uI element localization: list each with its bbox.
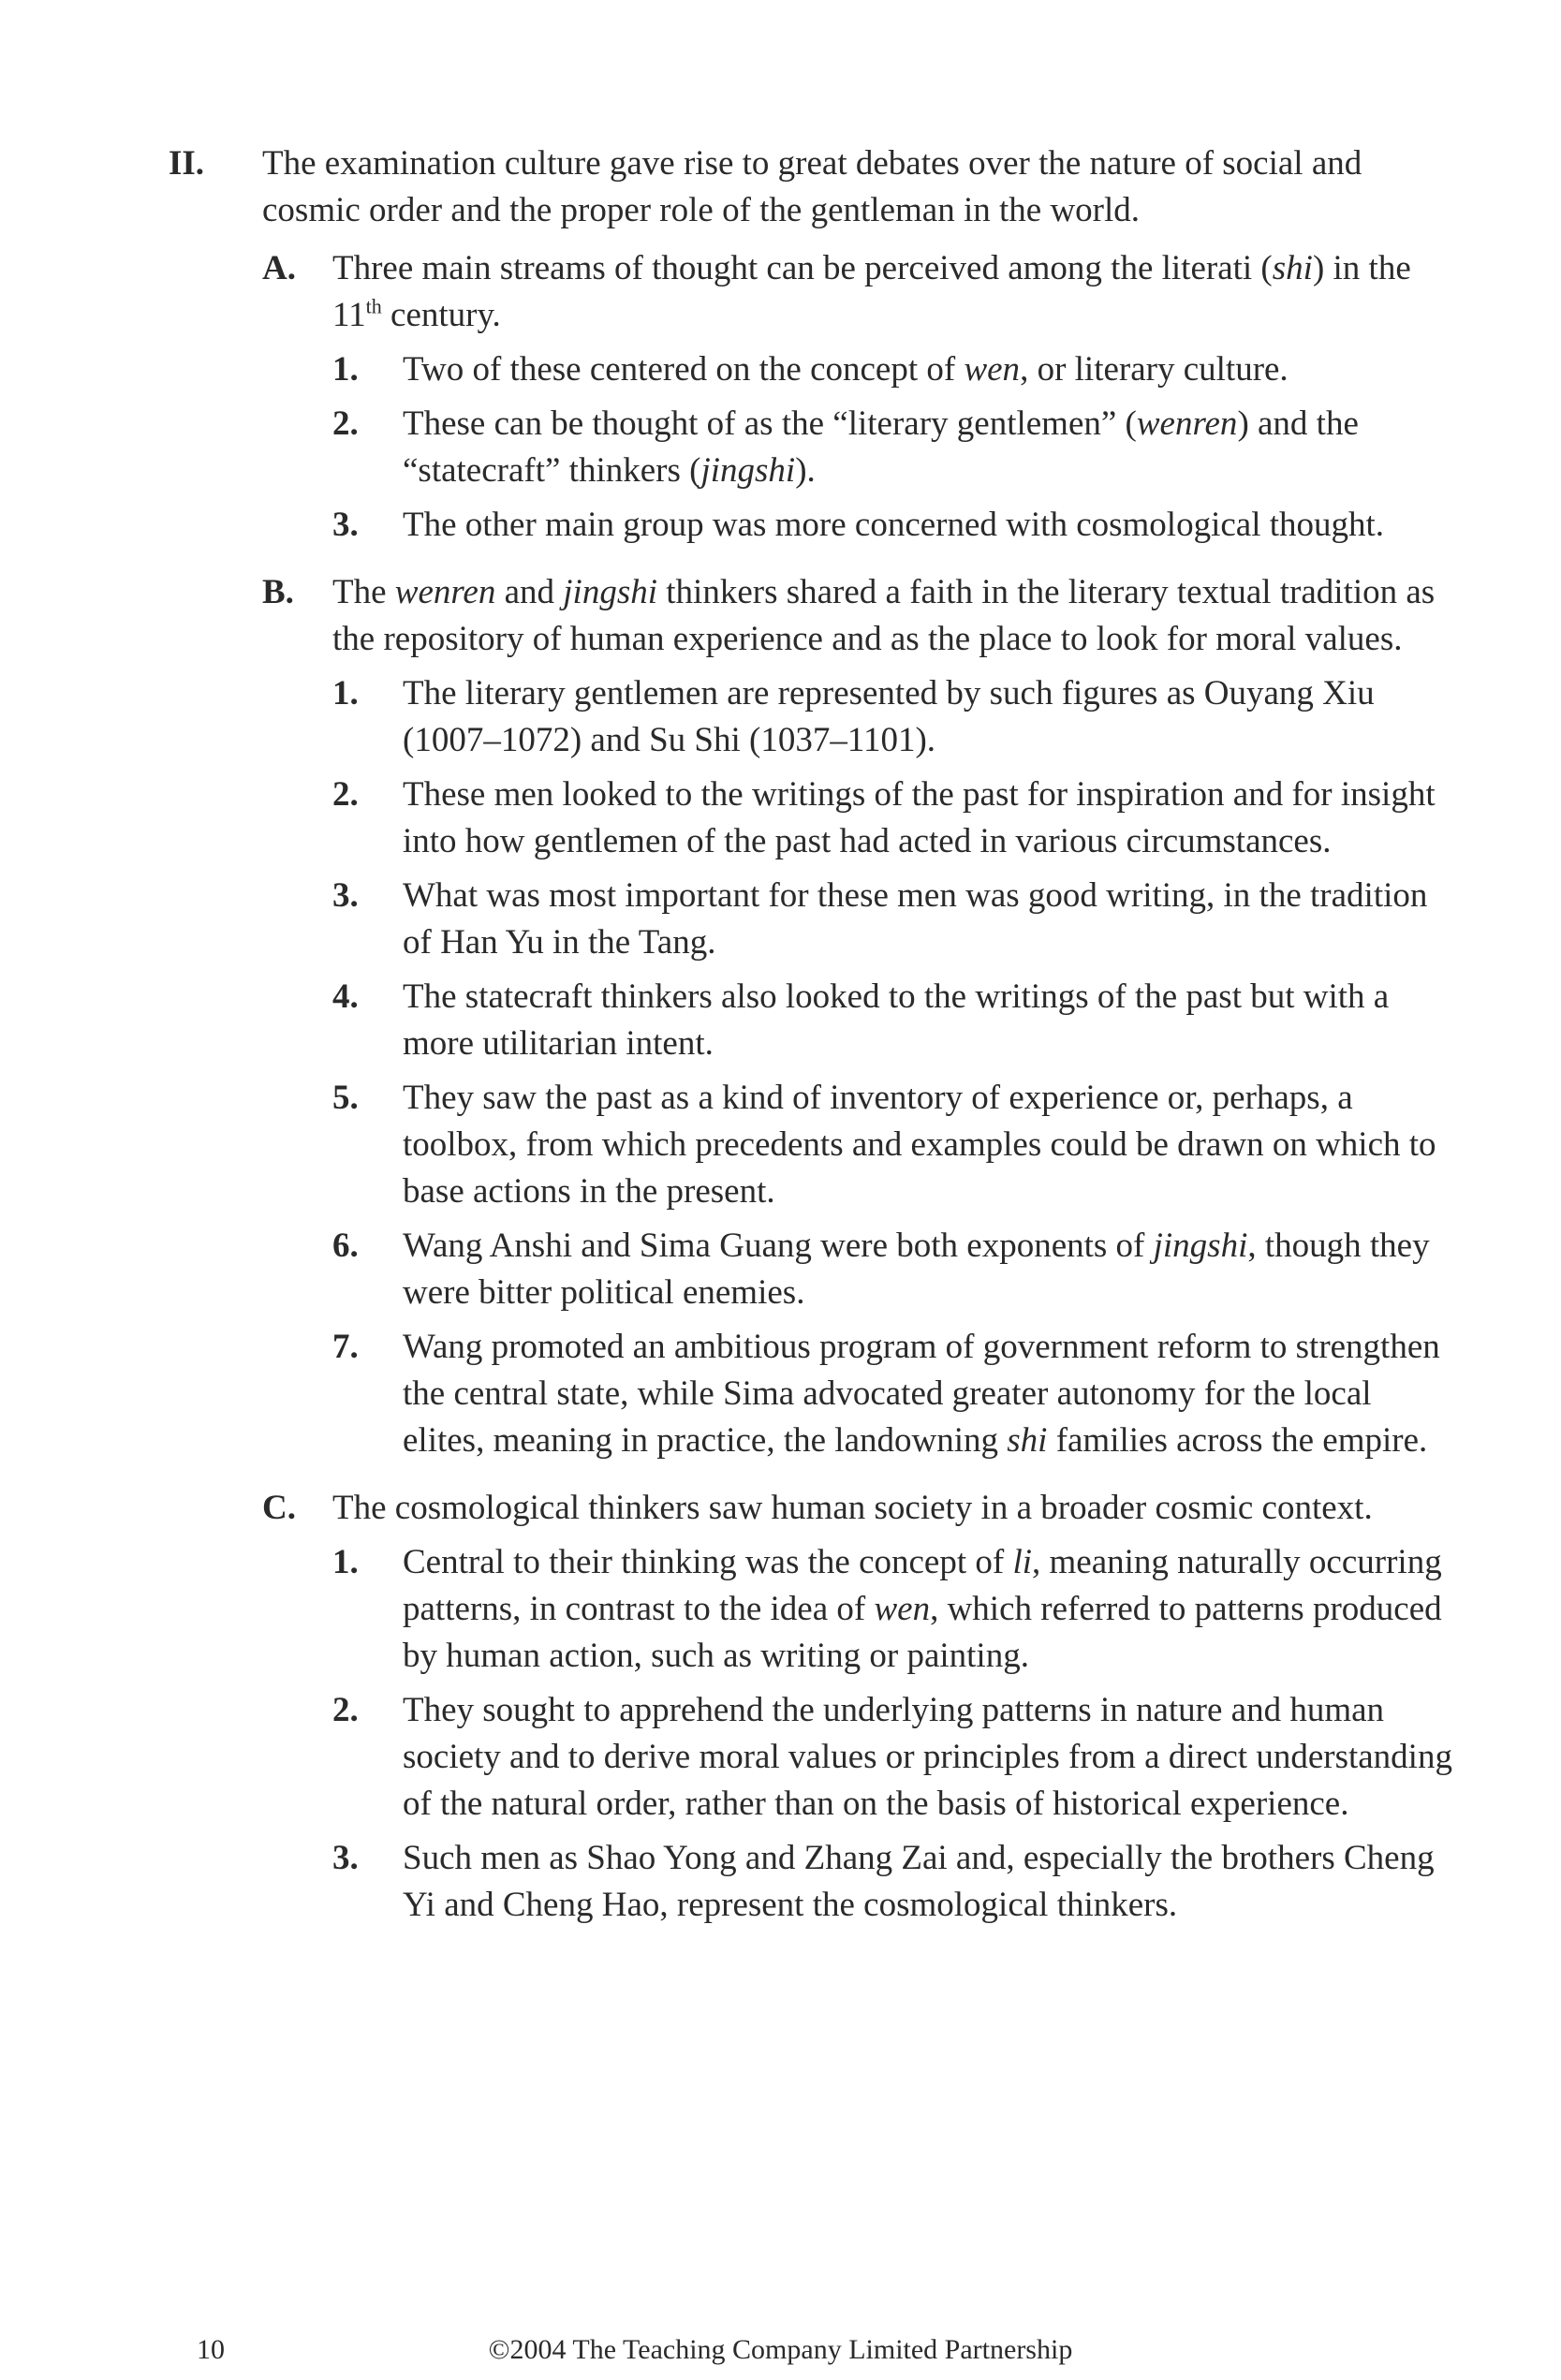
point-text: The wenren and jingshi thinkers shared a faith in the literary textual tradition as the repository of human experience and as the place to look for moral values. — [332, 573, 1436, 658]
item-label: 2. — [332, 1691, 359, 1729]
outline-item — [169, 1223, 1461, 1316]
item-text: Wang promoted an ambitious program of government reform to strengthen the central state, while Sima advocated greater autonomy for the local elites, meaning in practice, the landowning shi families across the empire. — [403, 1328, 1440, 1460]
point-label: C. — [262, 1489, 296, 1527]
item-label: 2. — [332, 775, 359, 814]
outline-item — [169, 1324, 1461, 1464]
point-label: A. — [262, 249, 296, 287]
outline-item — [169, 1075, 1461, 1215]
item-text: These men looked to the writings of the past for inspiration and for insight into how gentlemen of the past had acted in various circumstances. — [403, 775, 1436, 860]
item-text: They saw the past as a kind of inventory of experience or, perhaps, a toolbox, from which precedents and examples could be drawn on which to base actions in the present. — [403, 1079, 1436, 1211]
item-label: 4. — [332, 977, 359, 1016]
point-label: B. — [262, 573, 294, 611]
outline-item — [169, 401, 1461, 494]
outline-item — [169, 346, 1461, 393]
page-number: 10 — [197, 2334, 225, 2365]
item-label: 3. — [332, 1839, 359, 1877]
item-label: 1. — [332, 1543, 359, 1581]
point-text: The cosmological thinkers saw human society in a broader cosmic context. — [332, 1489, 1373, 1527]
outline-item — [169, 974, 1461, 1067]
outline-item — [169, 1835, 1461, 1929]
lecture-outline — [169, 140, 1461, 1936]
item-label: 5. — [332, 1079, 359, 1117]
copyright-notice: ©2004 The Teaching Company Limited Partnership — [488, 2334, 1073, 2365]
item-text: These can be thought of as the “literary gentlemen” (wenren) and the “statecraft” thinkers (jingshi). — [403, 404, 1359, 490]
item-label: 6. — [332, 1227, 359, 1265]
item-text: The other main group was more concerned with cosmological thought. — [403, 506, 1385, 544]
item-text: They sought to apprehend the underlying patterns in nature and human society and to derive moral values or principles from a direct understanding of the natural order, rather than on the basis of historical experience. — [403, 1691, 1452, 1823]
outline-item — [169, 873, 1461, 966]
section-label: II. — [169, 144, 205, 183]
point-text: Three main streams of thought can be perceived among the literati (shi) in the 11th century. — [332, 249, 1411, 334]
item-text: Central to their thinking was the concept of li, meaning naturally occurring patterns, in contrast to the idea of wen, which referred to patterns produced by human action, such as writing or painting. — [403, 1543, 1442, 1675]
outline-section-ii — [169, 140, 1461, 234]
item-text: Such men as Shao Yong and Zhang Zai and, especially the brothers Cheng Yi and Cheng Hao, represent the cosmological thinkers. — [403, 1839, 1435, 1924]
outline-point-a — [169, 245, 1461, 339]
outline-item — [169, 502, 1461, 549]
item-label: 7. — [332, 1328, 359, 1366]
outline-item — [169, 771, 1461, 865]
item-text: The literary gentlemen are represented by such figures as Ouyang Xiu (1007–1072) and Su Shi (1037–1101). — [403, 674, 1375, 759]
item-text: Wang Anshi and Sima Guang were both exponents of jingshi, though they were bitter political enemies. — [403, 1227, 1430, 1312]
outline-point-c — [169, 1485, 1461, 1532]
outline-point-b — [169, 569, 1461, 663]
item-text: Two of these centered on the concept of wen, or literary culture. — [403, 350, 1289, 389]
outline-item — [169, 670, 1461, 764]
item-label: 1. — [332, 350, 359, 389]
item-text: What was most important for these men was good writing, in the tradition of Han Yu in the Tang. — [403, 876, 1428, 962]
item-label: 2. — [332, 404, 359, 443]
item-text: The statecraft thinkers also looked to the writings of the past but with a more utilitarian intent. — [403, 977, 1390, 1063]
section-text: The examination culture gave rise to great debates over the nature of social and cosmic order and the proper role of the gentleman in the world. — [262, 144, 1362, 229]
outline-item — [169, 1687, 1461, 1828]
item-label: 3. — [332, 506, 359, 544]
item-label: 3. — [332, 876, 359, 915]
outline-item — [169, 1539, 1461, 1680]
item-label: 1. — [332, 674, 359, 713]
